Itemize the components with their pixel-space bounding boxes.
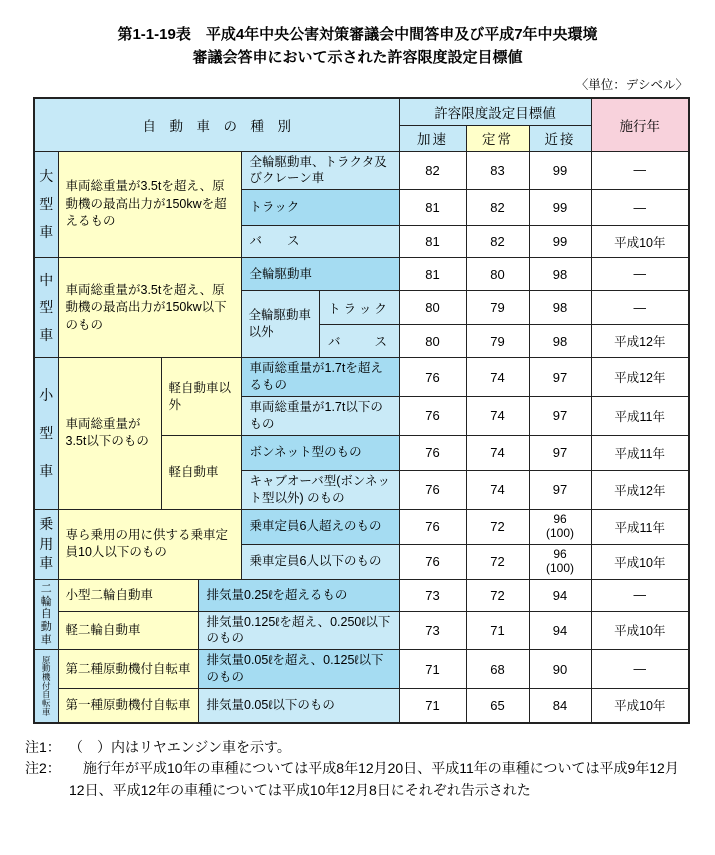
value-proximity: 99: [529, 151, 591, 190]
value-steady: 65: [466, 689, 529, 723]
unit-note: 〈単位：デシベル〉: [575, 78, 688, 92]
table-number: 第1-1-19表: [117, 26, 191, 43]
header-vehicle-type: 自 動 車 の 種 別: [34, 98, 399, 151]
enforcement-year: 平成10年: [591, 611, 689, 650]
value-proximity: [529, 544, 591, 579]
enforcement-year: —: [591, 579, 689, 611]
vehicle-name: 第二種原動機付自転車: [58, 650, 198, 689]
category-label-moped: 原 動 機 付 自 転 車: [34, 650, 58, 723]
enforcement-year: —: [591, 151, 689, 190]
value-acceleration: 81: [399, 258, 466, 291]
value-proximity: 99: [529, 226, 591, 258]
value-proximity: 90: [529, 650, 591, 689]
footnotes: [25, 737, 693, 802]
enforcement-year: 平成10年: [591, 226, 689, 258]
value-acceleration: 76: [399, 544, 466, 579]
value-acceleration: 76: [399, 509, 466, 544]
vehicle-subtype: バ ス: [319, 325, 399, 358]
category-description: 専ら乗用の用に供する乗車定員10人以下のもの: [58, 509, 241, 579]
vehicle-name: 軽二輪自動車: [58, 611, 198, 650]
value-proximity: 98: [529, 325, 591, 358]
title-text-1: 平成4年中央公害対策審議会中間答申及び平成7年中央環境: [205, 26, 598, 43]
value-steady: 82: [466, 226, 529, 258]
value-steady: 79: [466, 291, 529, 325]
category-label-large: 大 型 車: [34, 151, 58, 258]
proximity-main: 96: [553, 511, 567, 526]
vehicle-subtype: 全輪駆動車、トラクタ及びクレーン車: [241, 151, 399, 190]
vehicle-subtype: 車両総重量が1.7tを超えるもの: [241, 358, 399, 397]
proximity-rear-engine: (100): [546, 525, 575, 540]
enforcement-year: 平成11年: [591, 397, 689, 436]
page-title: [30, 24, 685, 69]
vehicle-subtype: 全輪駆動車: [241, 258, 399, 291]
enforcement-year: —: [591, 258, 689, 291]
limits-table: [33, 97, 690, 724]
proximity-main: 96: [553, 546, 567, 561]
value-proximity: 99: [529, 190, 591, 226]
vehicle-subtype: トラック: [241, 190, 399, 226]
value-proximity: 98: [529, 291, 591, 325]
value-acceleration: 81: [399, 226, 466, 258]
value-acceleration: 76: [399, 470, 466, 509]
value-acceleration: 80: [399, 325, 466, 358]
header-proximity: 近接: [529, 125, 591, 151]
value-steady: 71: [466, 611, 529, 650]
value-steady: 80: [466, 258, 529, 291]
value-acceleration: 81: [399, 190, 466, 226]
category-description: 車両総重量が3.5t以下のもの: [58, 358, 161, 509]
value-steady: 82: [466, 190, 529, 226]
footnote-label: 注2：: [25, 760, 61, 777]
value-proximity: [529, 509, 591, 544]
value-steady: 74: [466, 435, 529, 470]
value-proximity: 97: [529, 397, 591, 436]
vehicle-subtype: 排気量0.125ℓを超え、0.250ℓ以下のもの: [198, 611, 399, 650]
vehicle-subtype: キャブオーバ型(ボンネット型以外) のもの: [241, 470, 399, 509]
vehicle-subtype: 排気量0.25ℓを超えるもの: [198, 579, 399, 611]
footnote-text: （ ）内はリヤエンジン車を示す。: [69, 738, 291, 755]
title-line1: [30, 24, 685, 47]
value-proximity: 94: [529, 579, 591, 611]
footnote-label: 注1：: [25, 738, 61, 755]
header-enforcement-year: 施行年: [591, 98, 689, 151]
vehicle-subtype: 乗車定員6人超えのもの: [241, 509, 399, 544]
vehicle-name: 小型二輪自動車: [58, 579, 198, 611]
footnote-text: 施行年が平成10年の車種については平成8年12月20日、平成11年の車種については平成9年12月12日、平成12年の車種については平成10年12月8日にそれぞれ告示された: [69, 760, 679, 798]
value-acceleration: 80: [399, 291, 466, 325]
value-steady: 72: [466, 579, 529, 611]
vehicle-subtype: トラック: [319, 291, 399, 325]
footnote-2: [25, 758, 693, 801]
footnote-1: [25, 737, 693, 759]
subtype-group: 軽自動車以外: [161, 358, 241, 436]
category-description: 車両総重量が3.5tを超え、原動機の最高出力が150kw以下のもの: [58, 258, 241, 358]
enforcement-year: 平成10年: [591, 544, 689, 579]
value-steady: 72: [466, 544, 529, 579]
value-steady: 74: [466, 470, 529, 509]
vehicle-name: 第一種原動機付自転車: [58, 689, 198, 723]
value-proximity: 98: [529, 258, 591, 291]
value-acceleration: 76: [399, 397, 466, 436]
value-steady: 72: [466, 509, 529, 544]
category-label-small: 小 型 車: [34, 358, 58, 509]
value-steady: 68: [466, 650, 529, 689]
enforcement-year: 平成12年: [591, 358, 689, 397]
value-proximity: 84: [529, 689, 591, 723]
proximity-rear-engine: (100): [546, 560, 575, 575]
enforcement-year: —: [591, 190, 689, 226]
value-acceleration: 71: [399, 650, 466, 689]
vehicle-subtype: 乗車定員6人以下のもの: [241, 544, 399, 579]
subtype-group: 軽自動車: [161, 435, 241, 509]
value-steady: 74: [466, 358, 529, 397]
vehicle-subtype: 排気量0.05ℓ以下のもの: [198, 689, 399, 723]
enforcement-year: 平成12年: [591, 325, 689, 358]
vehicle-subtype: バ ス: [241, 226, 399, 258]
header-acceleration: 加速: [399, 125, 466, 151]
value-proximity: 97: [529, 358, 591, 397]
value-steady: 83: [466, 151, 529, 190]
vehicle-subtype: 排気量0.05ℓを超え、0.125ℓ以下のもの: [198, 650, 399, 689]
header-limit-group: 許容限度設定目標値: [399, 98, 591, 125]
document-page: [0, 24, 715, 855]
subtype-group: 全輪駆動車以外: [241, 291, 319, 358]
vehicle-subtype: ボンネット型のもの: [241, 435, 399, 470]
value-acceleration: 73: [399, 611, 466, 650]
value-proximity: 94: [529, 611, 591, 650]
category-label-motorcycle: 二 輪 自 動 車: [34, 579, 58, 650]
category-label-medium: 中 型 車: [34, 258, 58, 358]
value-acceleration: 82: [399, 151, 466, 190]
title-line2: 審議会答申において示された許容限度設定目標値: [192, 48, 523, 66]
value-proximity: 97: [529, 470, 591, 509]
enforcement-year: 平成11年: [591, 435, 689, 470]
category-label-passenger: 乗 用 車: [34, 509, 58, 579]
value-acceleration: 76: [399, 358, 466, 397]
value-steady: 79: [466, 325, 529, 358]
vehicle-subtype: 車両総重量が1.7t以下のもの: [241, 397, 399, 436]
value-steady: 74: [466, 397, 529, 436]
enforcement-year: —: [591, 291, 689, 325]
value-acceleration: 76: [399, 435, 466, 470]
value-acceleration: 73: [399, 579, 466, 611]
category-description: 車両総重量が3.5tを超え、原動機の最高出力が150kwを超えるもの: [58, 151, 241, 258]
value-proximity: 97: [529, 435, 591, 470]
header-steady: 定常: [466, 125, 529, 151]
enforcement-year: 平成11年: [591, 509, 689, 544]
enforcement-year: 平成10年: [591, 689, 689, 723]
enforcement-year: 平成12年: [591, 470, 689, 509]
value-acceleration: 71: [399, 689, 466, 723]
enforcement-year: —: [591, 650, 689, 689]
